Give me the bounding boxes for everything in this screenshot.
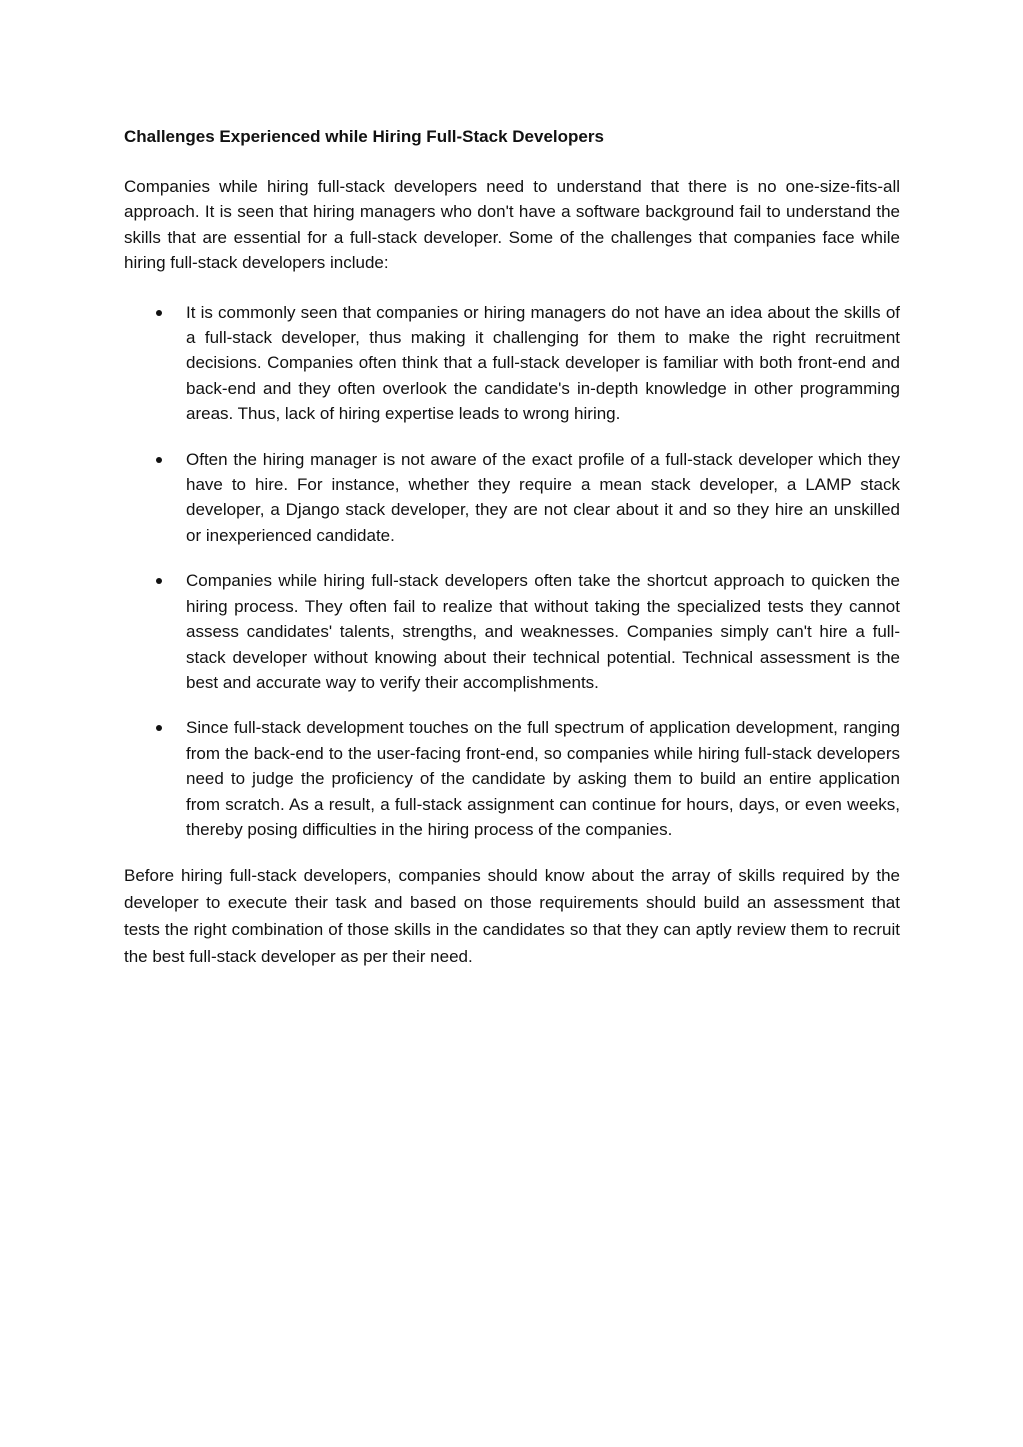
list-item — [124, 447, 900, 549]
closing-paragraph: Before hiring full-stack developers, companies should know about the array of skills required by the developer to execute their task and based on those requirements should build an assessment that tests the right combination of those skills in the candidates so that they can aptly review them to recruit the best full-stack developer as per their need. — [124, 866, 900, 967]
bullet-icon — [156, 310, 162, 316]
list-item-text: Companies while hiring full-stack developers often take the shortcut approach to quicken the hiring process. They often fail to realize that without taking the specialized tests they cannot assess candidates' talents, strengths, and weaknesses. Companies simply can't hire a full-stack developer without knowing about their technical potential. Technical assessment is the best and accurate way to verify their accomplishments. — [186, 571, 900, 692]
bullet-icon — [156, 457, 162, 463]
list-item-text: Often the hiring manager is not aware of the exact profile of a full-stack developer which they have to hire. For instance, whether they require a mean stack developer, a LAMP stack developer, a Django stack developer, they are not clear about it and so they hire an unskilled or inexperienced candidate. — [186, 449, 900, 545]
document-page — [124, 124, 900, 970]
document-title: Challenges Experienced while Hiring Full-Stack Developers — [124, 127, 604, 146]
list-item-text: Since full-stack development touches on the full spectrum of application development, ranging from the back-end to the user-facing front-end, so companies while hiring full-stack developers need to judge the proficiency of the candidate by asking them to build an entire application from scratch. As a result, a full-stack assignment can continue for hours, days, or even weeks, thereby posing difficulties in the hiring process of the companies. — [186, 718, 900, 839]
bullet-icon — [156, 725, 162, 731]
challenges-list — [124, 300, 900, 843]
list-item — [124, 300, 900, 427]
list-item-text: It is commonly seen that companies or hiring managers do not have an idea about the skills of a full-stack developer, thus making it challenging for them to make the right recruitment decisions. Companies often think that a full-stack developer is familiar with both front-end and back-end and they often overlook the candidate's in-depth knowledge in other programming areas. Thus, lack of hiring expertise leads to wrong hiring. — [186, 302, 900, 424]
list-item — [124, 568, 900, 695]
list-item — [124, 715, 900, 842]
bullet-icon — [156, 578, 162, 584]
intro-paragraph: Companies while hiring full-stack developers need to understand that there is no one-size-fits-all approach. It is seen that hiring managers who don't have a software background fail to understand the skills that are essential for a full-stack developer. Some of the challenges that companies face while hiring full-stack developers include: — [124, 177, 900, 273]
